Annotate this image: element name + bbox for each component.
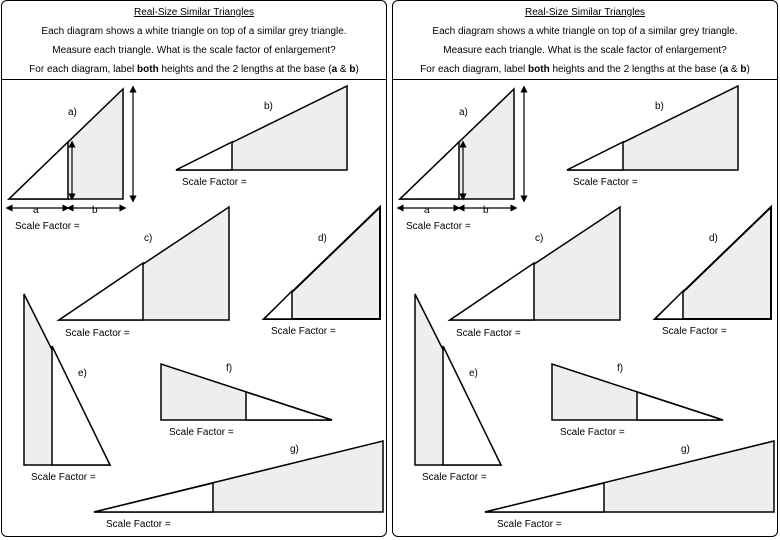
instruction-3-amp: & [337,64,350,75]
diagram-d [264,207,380,337]
label-f: f) [617,363,624,374]
scale-factor-b: Scale Factor = [182,177,247,188]
triangle-f-white [246,392,332,420]
diagram-f [161,363,332,438]
instruction-line-2: Measure each triangle. What is the scale factor of enlargement? [52,45,336,56]
diagram-d [655,207,771,337]
scale-factor-f: Scale Factor = [169,427,234,438]
triangle-e-white [443,346,501,465]
instruction-line-1: Each diagram shows a white triangle on top of a similar grey triangle. [432,26,738,37]
diagram-c [450,207,620,339]
label-d: d) [318,233,327,244]
diagram-e [24,294,110,483]
triangle-d-white [264,291,292,319]
triangle-c-white [59,263,143,320]
triangle-b-white [567,142,623,170]
diagram-b [567,86,738,188]
base-label-a: a [424,205,430,216]
instruction-3-middle: heights and the 2 lengths at the base ( [158,64,332,75]
triangle-g-white [485,483,604,512]
diagram-a [9,89,133,232]
diagram-f [552,363,723,438]
label-b: b) [655,101,664,112]
instruction-3-suffix: ) [355,64,359,75]
label-g: g) [681,444,690,455]
label-c: c) [144,233,153,244]
label-a: a) [68,107,77,118]
triangle-f-white [637,392,723,420]
triangle-g-white [94,483,213,512]
diagrams-svg [393,1,779,538]
triangle-d-white [655,291,683,319]
scale-factor-e: Scale Factor = [31,472,96,483]
label-e: e) [78,368,87,379]
scale-factor-a: Scale Factor = [406,221,471,232]
base-label-a: a [33,205,39,216]
diagram-a [400,89,524,232]
diagram-g [485,441,774,530]
triangle-a-white [9,142,68,199]
label-c: c) [535,233,544,244]
diagram-g [94,441,383,530]
scale-factor-d: Scale Factor = [271,326,336,337]
instruction-3-bold-b: b [740,64,747,75]
scale-factor-c: Scale Factor = [65,328,130,339]
instruction-3-bold-both: both [137,64,159,75]
diagram-c [59,207,229,339]
label-a: a) [459,107,468,118]
instruction-3-bold-a: a [331,64,338,75]
scale-factor-e: Scale Factor = [422,472,487,483]
instruction-3-amp: & [728,64,741,75]
triangle-c-white [450,263,534,320]
base-label-b: b [483,205,489,216]
instruction-3-middle: heights and the 2 lengths at the base ( [549,64,723,75]
scale-factor-g: Scale Factor = [497,519,562,530]
instruction-line-2: Measure each triangle. What is the scale factor of enlargement? [443,45,727,56]
scale-factor-g: Scale Factor = [106,519,171,530]
triangle-a-white [400,142,459,199]
scale-factor-b: Scale Factor = [573,177,638,188]
triangle-e-white [52,346,110,465]
instruction-3-bold-a: a [722,64,729,75]
worksheet-title: Real-Size Similar Triangles [524,7,646,18]
worksheet-title: Real-Size Similar Triangles [133,7,255,18]
triangle-b-white [176,142,232,170]
instruction-line-1: Each diagram shows a white triangle on top of a similar grey triangle. [41,26,347,37]
label-b: b) [264,101,273,112]
label-e: e) [469,368,478,379]
instruction-3-bold-both: both [528,64,550,75]
instruction-3-bold-b: b [349,64,356,75]
diagram-b [176,86,347,188]
diagrams-svg [2,1,388,538]
instruction-3-prefix: For each diagram, label [29,64,138,75]
instruction-3-suffix: ) [746,64,750,75]
base-label-b: b [92,205,98,216]
label-d: d) [709,233,718,244]
scale-factor-d: Scale Factor = [662,326,727,337]
instruction-3-prefix: For each diagram, label [420,64,529,75]
scale-factor-f: Scale Factor = [560,427,625,438]
worksheet-panel-left [1,0,387,537]
scale-factor-c: Scale Factor = [456,328,521,339]
label-g: g) [290,444,299,455]
label-f: f) [226,363,233,374]
scale-factor-a: Scale Factor = [15,221,80,232]
worksheet-panel-right [392,0,778,537]
diagram-e [415,294,501,483]
